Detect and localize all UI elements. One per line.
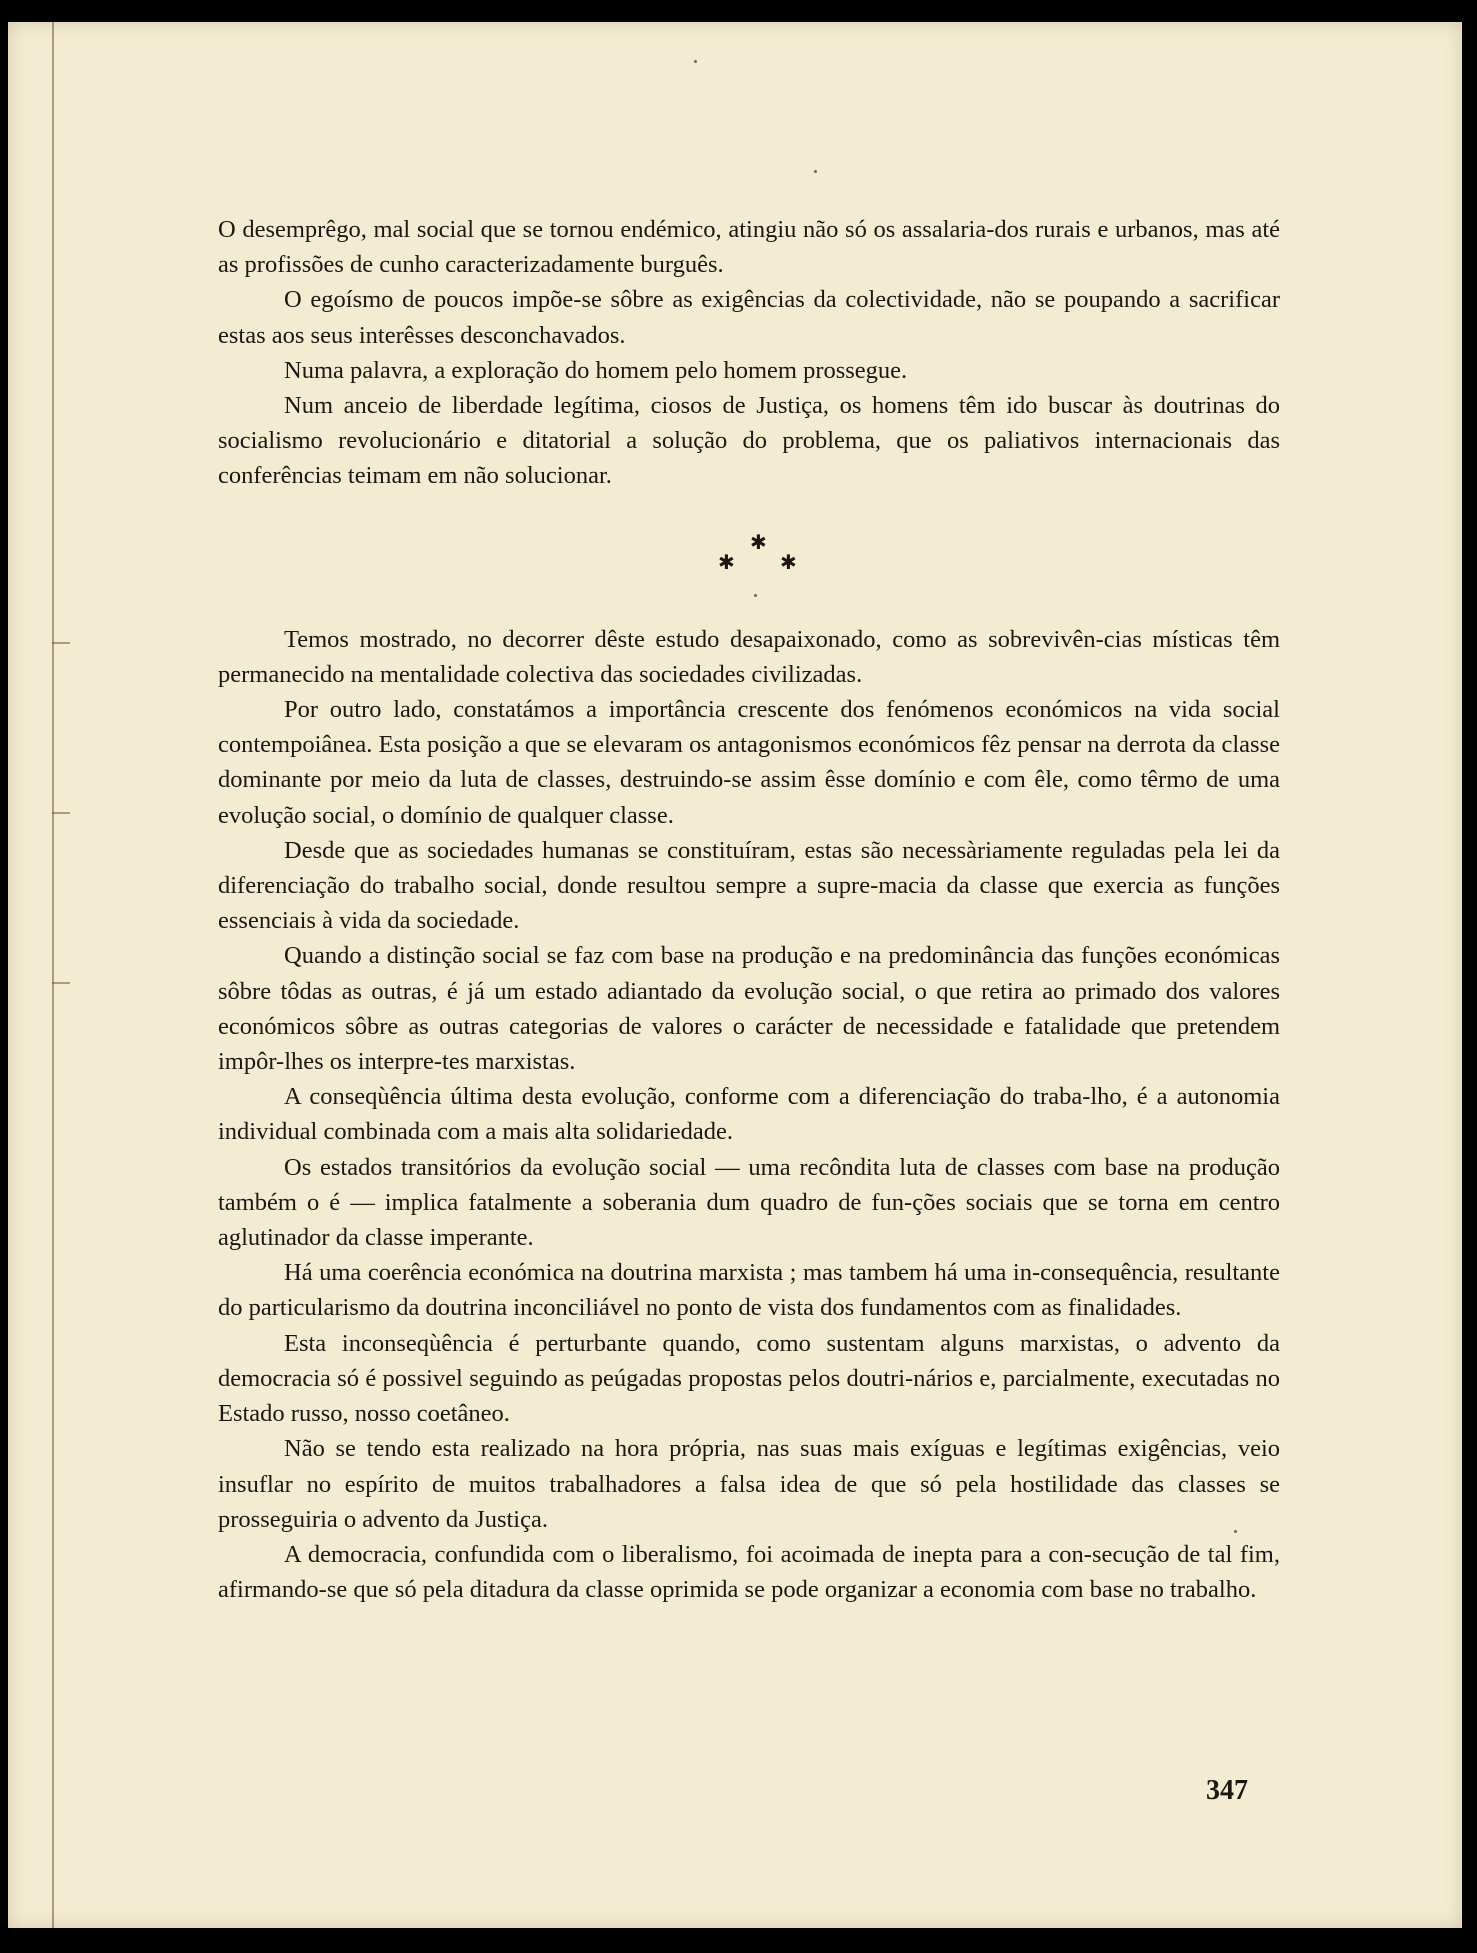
paragraph: Os estados transitórios da evolução social — uma recôndita luta de classes com base na produção também o é — implica fatalmente a soberania dum quadro de fun-ções sociais que se torna em centro aglutinador da classe imperante. (218, 1153, 1280, 1252)
paper-speck (814, 170, 817, 173)
paragraph: Num anceio de liberdade legítima, ciosos de Justiça, os homens têm ido buscar às doutrinas do socialismo revolucionário e ditatorial a solução do problema, que os paliativos internacionais das conferências teimam em não solucionar. (218, 392, 1280, 490)
margin-mark (52, 642, 70, 644)
paragraph: A democracia, confundida com o liberalismo, foi acoimada de inepta para a con-secução de tal fim, afirmando-se que só pela ditadura da classe oprimida se pode organizar a economia com base no trabalho. (218, 1540, 1280, 1604)
body-text (218, 212, 1280, 1607)
margin-mark (52, 812, 70, 814)
asterisk-glyph: ✱ (780, 549, 797, 574)
paragraph: Há uma coerência económica na doutrina marxista ; mas tambem há uma in-consequência, resultante do particularismo da doutrina inconciliável no ponto de vista dos fundamentos com as finalidades. (218, 1259, 1280, 1322)
margin-mark (52, 982, 70, 984)
paragraph: Temos mostrado, no decorrer dêste estudo desapaixonado, como as sobrevivên-cias místicas têm permanecido na mentalidade colectiva das sociedades civilizadas. (218, 625, 1280, 688)
paragraph: A conseqùência última desta evolução, conforme com a diferenciação do traba-lho, é a autonomia individual combinada com a mais alta solidariedade. (218, 1083, 1280, 1146)
paragraph: O egoísmo de poucos impõe-se sôbre as exigências da colectividade, não se poupando a sacrificar estas aos seus interêsses desconchavados. (218, 286, 1280, 349)
paragraph: Por outro lado, constatámos a importância crescente dos fenómenos económicos na vida social contempoiânea. Esta posição a que se elevaram os antagonismos económicos fêz pensar na derrota da classe dominante por meio da luta de classes, destruindo-se assim êsse domínio e com êle, como têrmo de uma evolução social, o domínio de qualquer classe. (218, 696, 1280, 829)
paragraph: O desemprêgo, mal social que se tornou endémico, atingiu não só os assalaria-dos rurais e urbanos, mas até as profissões de cunho caracterizadamente burguês. (218, 216, 1280, 279)
paragraph: Não se tendo esta realizado na hora própria, nas suas mais exíguas e legítimas exigências, veio insuflar no espírito de muitos trabalhadores a falsa idea de que só pela hostilidade das classes se prosseguiria o advento da Justiça. (218, 1435, 1280, 1533)
section-separator (218, 494, 1280, 622)
paragraph: Esta inconseqùência é perturbante quando, como sustentam alguns marxistas, o advento da democracia só é possivel seguindo as peúgadas propostas pelos doutri-nários e, parcialmente, executadas no Estado russo, nosso coetâneo. (218, 1329, 1280, 1428)
paper-speck (694, 60, 697, 63)
page-number: 347 (1206, 1775, 1248, 1806)
paragraph: Desde que as sociedades humanas se constituíram, estas são necessàriamente reguladas pela lei da diferenciação do trabalho social, donde resultou sempre a supre-macia da classe que exercia as funções essenciais à vida da sociedade. (218, 836, 1280, 935)
paragraph: Quando a distinção social se faz com base na produção e na predominância das funções económicas sôbre tôdas as outras, é já um estado adiantado da evolução social, o que retira ao primado dos valores económicos sôbre as outras categorias de valores o carácter de necessidade e fatalidade que pretendem impôr-lhes os interpre-tes marxistas. (218, 942, 1280, 1076)
asterisk-glyph: ✱ (750, 529, 767, 554)
paragraph: Numa palavra, a exploração do homem pelo homem prossegue. (284, 356, 908, 384)
binding-gutter-line (52, 22, 54, 1928)
asterisk-glyph: ✱ (718, 549, 735, 574)
